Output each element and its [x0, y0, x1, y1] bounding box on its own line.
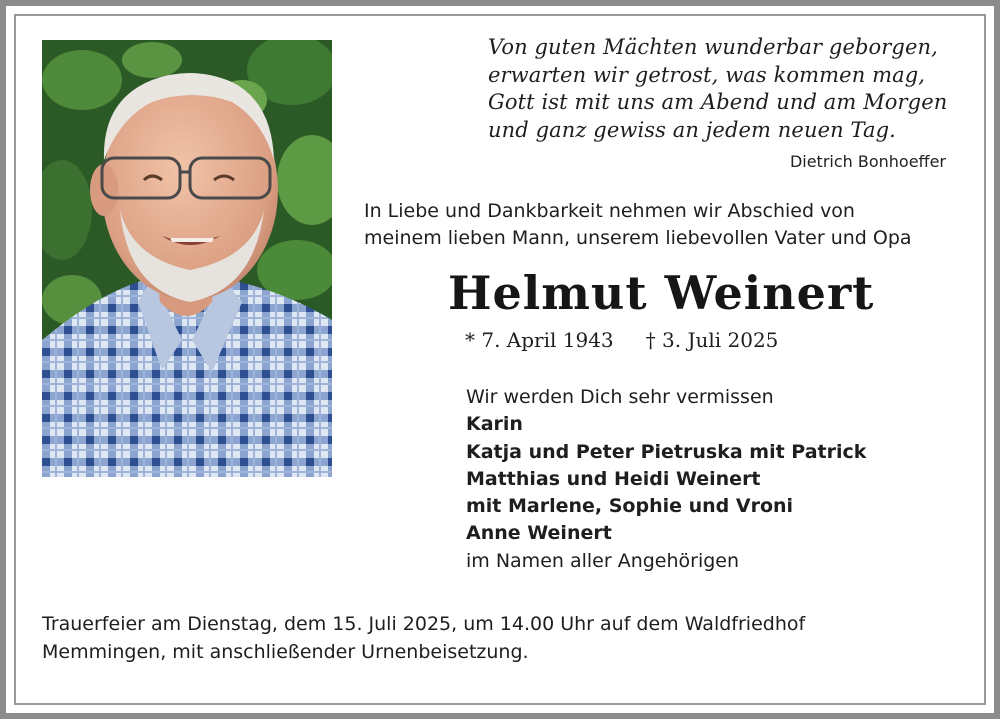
quote-line: und ganz gewiss an jedem neuen Tag.: [488, 117, 896, 142]
deceased-name: Helmut Weinert: [448, 266, 875, 320]
quote-block: [488, 34, 968, 144]
family-member: Katja und Peter Pietruska mit Patrick: [466, 440, 867, 463]
ceremony-info: [42, 610, 972, 666]
quote-line: Gott ist mit uns am Abend und am Morgen: [488, 90, 948, 114]
birth-date: * 7. April 1943: [465, 328, 614, 352]
family-closing: im Namen aller Angehörigen: [466, 549, 740, 572]
farewell-intro-line: meinem lieben Mann, unserem liebevollen Vater und Opa: [364, 227, 912, 249]
family-member: Anne Weinert: [466, 522, 612, 545]
family-member: mit Marlene, Sophie und Vroni: [466, 495, 794, 518]
family-block: [466, 384, 986, 575]
quote-line: erwarten wir getrost, was kommen mag,: [488, 62, 926, 87]
family-member: Karin: [466, 413, 523, 436]
farewell-intro-line: In Liebe und Dankbarkeit nehmen wir Abschied von: [364, 200, 855, 222]
quote-author: Dietrich Bonhoeffer: [789, 152, 946, 171]
quote-line: Von guten Mächten wunderbar geborgen,: [488, 35, 938, 59]
portrait-photo: [42, 40, 332, 477]
farewell-intro: [364, 198, 964, 252]
family-member: Matthias und Heidi Weinert: [466, 467, 761, 490]
ceremony-line: Memmingen, mit anschließender Urnenbeisetzung.: [42, 641, 529, 663]
family-intro: Wir werden Dich sehr vermissen: [466, 386, 774, 408]
ceremony-line: Trauerfeier am Dienstag, dem 15. Juli 2025, um 14.00 Uhr auf dem Waldfriedhof: [42, 613, 806, 635]
life-dates: [465, 328, 778, 352]
death-date: † 3. Juli 2025: [645, 328, 779, 352]
